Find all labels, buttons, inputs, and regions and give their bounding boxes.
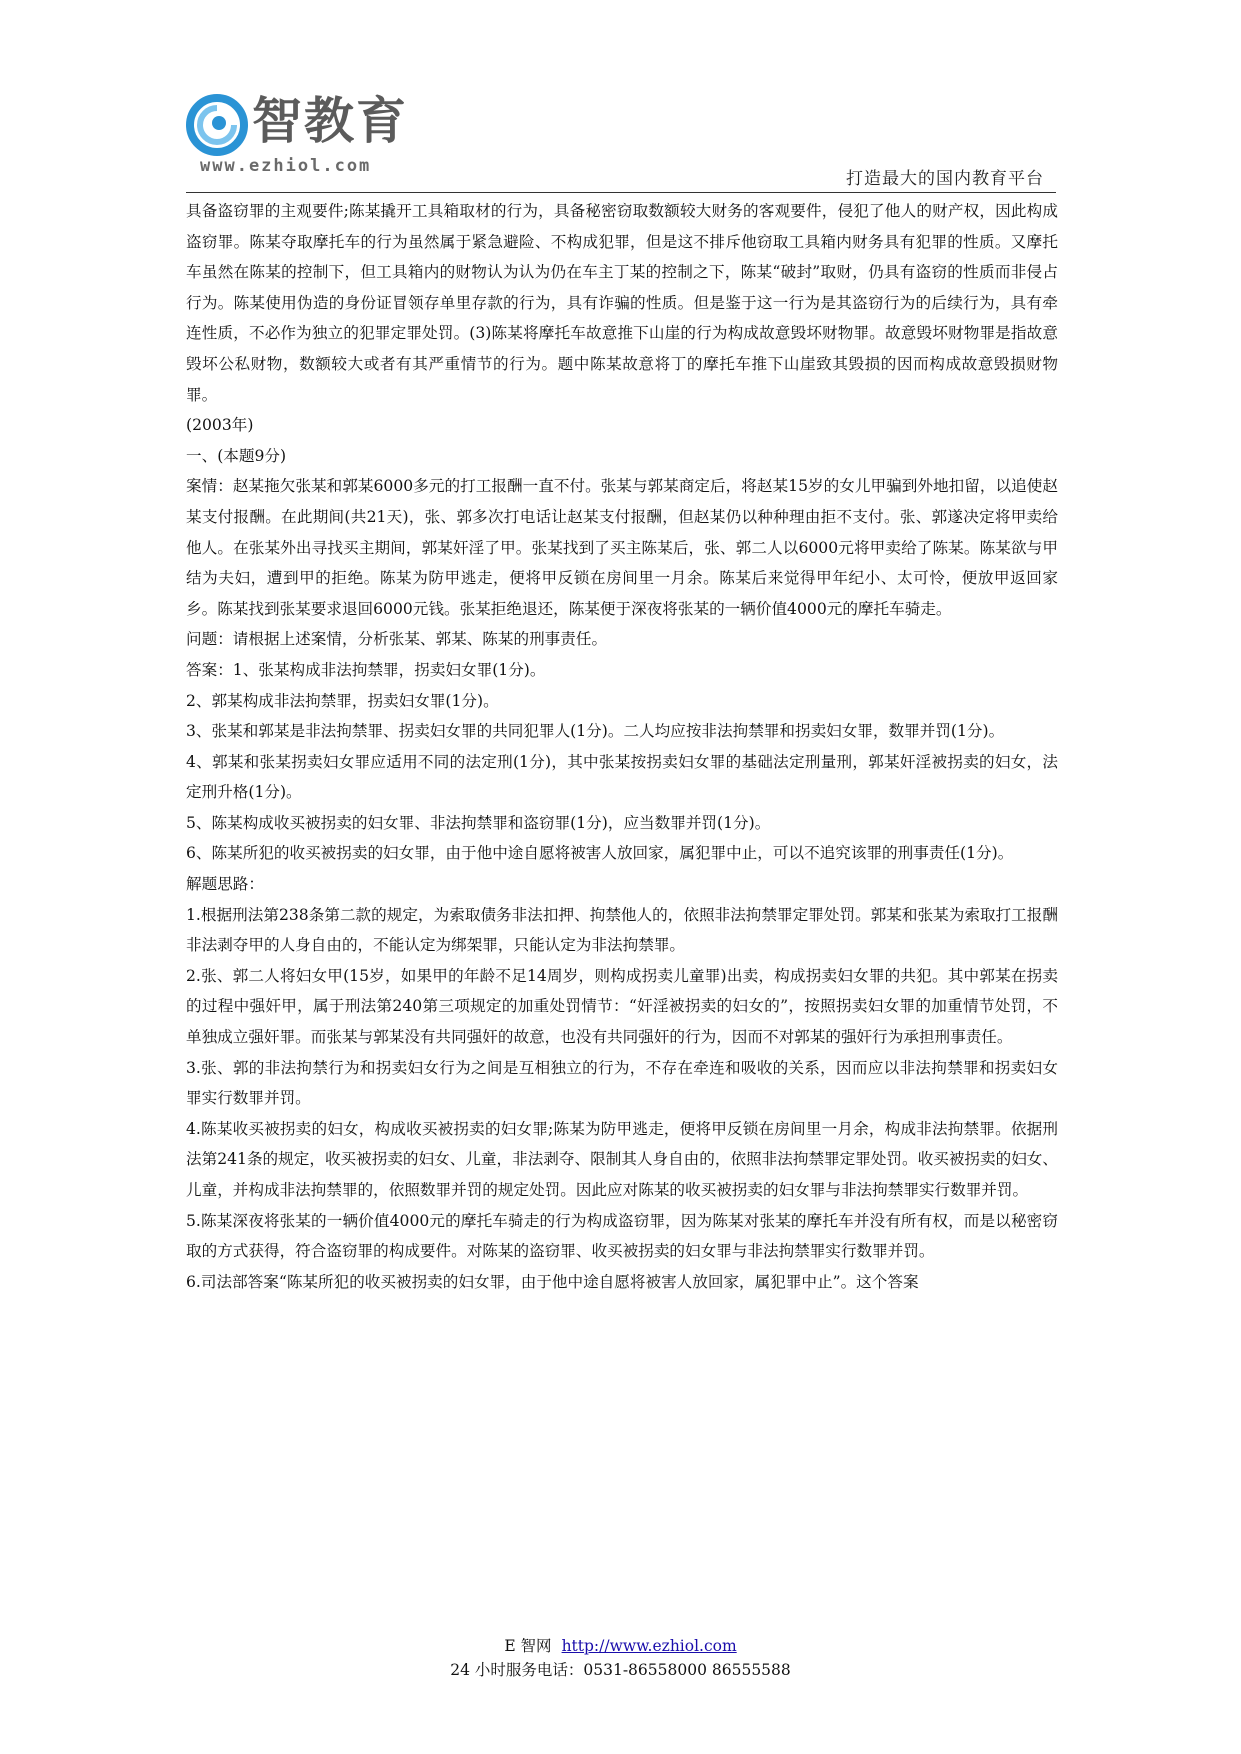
logo-swirl-icon xyxy=(186,94,248,156)
footer-site-link[interactable]: http://www.ezhiol.com xyxy=(561,1637,737,1655)
logo xyxy=(186,84,486,184)
logo-title: 智教育 xyxy=(252,92,408,150)
paragraph: 答案：1、张某构成非法拘禁罪，拐卖妇女罪(1分)。 xyxy=(186,660,546,679)
main-content xyxy=(186,196,1058,1297)
paragraph: 一、(本题9分) xyxy=(186,446,287,465)
footer-site-name: E 智网 xyxy=(504,1637,552,1655)
paragraph: (2003年) xyxy=(186,416,254,435)
paragraph: 案情：赵某拖欠张某和郭某6000多元的打工报酬一直不付。张某与郭某商定后，将赵某15岁的女儿甲骗到外地扣留，以追使赵某支付报酬。在此期间(共21天)，张、郭多次打电话让赵某支付报酬，但赵某仍以种种理由拒不支付。张、郭遂决定将甲卖给他人。在张某外出寻找买主期间，郭某奸淫了甲。张某找到了买主陈某后，张、郭二人以6000元将甲卖给了陈某。陈某欲与甲结为夫妇，遭到甲的拒绝。陈某为防甲逃走，便将甲反锁在房间里一月余。陈某后来觉得甲年纪小、太可怜，便放甲返回家乡。陈某找到张某要求退回6000元钱。张某拒绝退还，陈某便于深夜将张某的一辆价值4000元的摩托车骑走。 xyxy=(186,477,1058,618)
paragraph: 4、郭某和张某拐卖妇女罪应适用不同的法定刑(1分)，其中张某按拐卖妇女罪的基础法定刑量刑，郭某奸淫被拐卖的妇女，法定刑升格(1分)。 xyxy=(186,752,1058,802)
paragraph: 3、张某和郭某是非法拘禁罪、拐卖妇女罪的共同犯罪人(1分)。二人均应按非法拘禁罪和拐卖妇女罪，数罪并罚(1分)。 xyxy=(186,722,1005,741)
logo-url: www.ezhiol.com xyxy=(200,156,372,176)
paragraph: 4.陈某收买被拐卖的妇女，构成收买被拐卖的妇女罪;陈某为防甲逃走，便将甲反锁在房间里一月余，构成非法拘禁罪。依据刑法第241条的规定，收买被拐卖的妇女、儿童，非法剥夺、限制其人身自由的，依照非法拘禁罪定罪处罚。收买被拐卖的妇女、儿童，并构成非法拘禁罪的，依照数罪并罚的规定处罚。因此应对陈某的收买被拐卖的妇女罪与非法拘禁罪实行数罪并罚。 xyxy=(186,1119,1058,1199)
paragraph: 6、陈某所犯的收买被拐卖的妇女罪，由于他中途自愿将被害人放回家，属犯罪中止，可以不追究该罪的刑事责任(1分)。 xyxy=(186,844,1014,863)
paragraph: 5.陈某深夜将张某的一辆价值4000元的摩托车骑走的行为构成盗窃罪，因为陈某对张某的摩托车并没有所有权，而是以秘密窃取的方式获得，符合盗窃罪的构成要件。对陈某的盗窃罪、收买被拐卖的妇女罪与非法拘禁罪实行数罪并罚。 xyxy=(186,1211,1058,1261)
paragraph: 2、郭某构成非法拘禁罪，拐卖妇女罪(1分)。 xyxy=(186,691,499,710)
paragraph: 问题：请根据上述案情，分析张某、郭某、陈某的刑事责任。 xyxy=(186,630,608,649)
footer-hotline: 24 小时服务电话：0531-86558000 86555588 xyxy=(450,1661,791,1679)
header-divider xyxy=(186,192,1056,193)
paragraph: 2.张、郭二人将妇女甲(15岁，如果甲的年龄不足14周岁，则构成拐卖儿童罪)出卖，构成拐卖妇女罪的共犯。其中郭某在拐卖的过程中强奸甲，属于刑法第240第三项规定的加重处罚情节：“奸淫被拐卖的妇女的”，按照拐卖妇女罪的加重情节处罚，不单独成立强奸罪。而张某与郭某没有共同强奸的故意，也没有共同强奸的行为，因而不对郭某的强奸行为承担刑事责任。 xyxy=(186,966,1058,1047)
paragraph: 1.根据刑法第238条第二款的规定，为索取债务非法扣押、拘禁他人的，依照非法拘禁罪定罪处罚。郭某和张某为索取打工报酬非法剥夺甲的人身自由的，不能认定为绑架罪，只能认定为非法拘禁罪。 xyxy=(186,905,1058,955)
page-footer xyxy=(0,1634,1241,1682)
paragraph: 6.司法部答案“陈某所犯的收买被拐卖的妇女罪，由于他中途自愿将被害人放回家，属犯罪中止”。这个答案 xyxy=(186,1272,919,1291)
header-slogan: 打造最大的国内教育平台 xyxy=(846,169,1044,189)
paragraph: 3.张、郭的非法拘禁行为和拐卖妇女行为之间是互相独立的行为，不存在牵连和吸收的关系，因而应以非法拘禁罪和拐卖妇女罪实行数罪并罚。 xyxy=(186,1058,1058,1108)
paragraph: 解题思路： xyxy=(186,875,264,894)
paragraph: 具备盗窃罪的主观要件;陈某撬开工具箱取材的行为，具备秘密窃取数额较大财务的客观要件，侵犯了他人的财产权，因此构成盗窃罪。陈某夺取摩托车的行为虽然属于紧急避险、不构成犯罪，但是这不排斥他窃取工具箱内财务具有犯罪的性质。又摩托车虽然在陈某的控制下，但工具箱内的财物认为认为仍在车主丁某的控制之下，陈某“破封”取财，仍具有盗窃的性质而非侵占行为。陈某使用伪造的身份证冒领存单里存款的行为，具有诈骗的性质。但是鉴于这一行为是其盗窃行为的后续行为，具有牵连性质，不必作为独立的犯罪定罪处罚。(3)陈某将摩托车故意推下山崖的行为构成故意毁坏财物罪。故意毁坏财物罪是指故意毁坏公私财物，数额较大或者有其严重情节的行为。题中陈某故意将丁的摩托车推下山崖致其毁损的因而构成故意毁损财物罪。 xyxy=(186,202,1058,404)
footer-site-line xyxy=(0,1634,1241,1658)
page-header xyxy=(186,84,1056,196)
paragraph: 5、陈某构成收买被拐卖的妇女罪、非法拘禁罪和盗窃罪(1分)，应当数罪并罚(1分)。 xyxy=(186,813,771,832)
